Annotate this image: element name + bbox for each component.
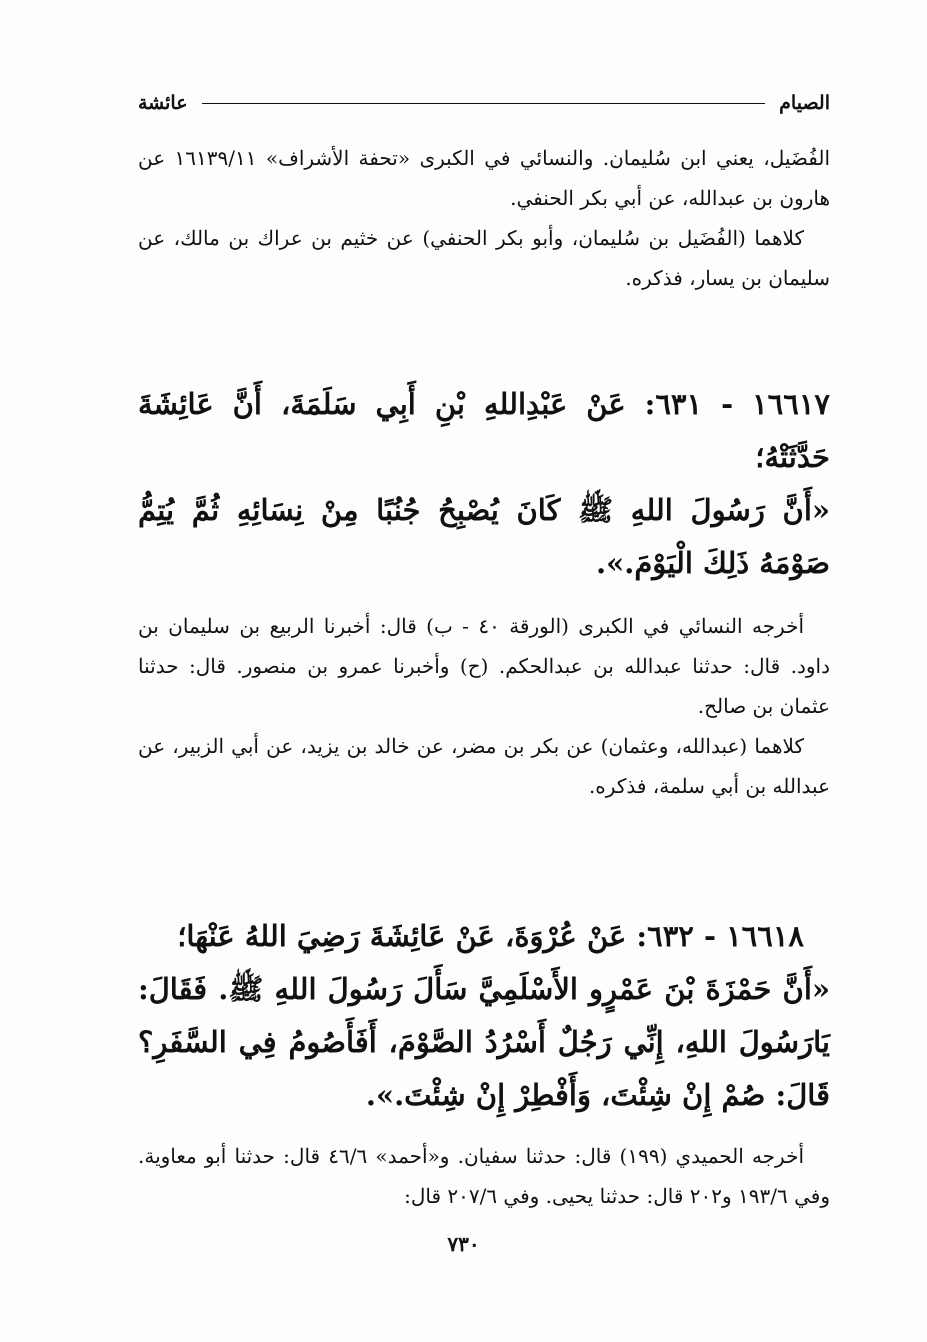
header-rule	[202, 103, 766, 104]
source-block-1	[138, 138, 830, 298]
source-block-3	[138, 1136, 830, 1216]
header-section-title: عائشة	[138, 92, 188, 114]
source-paragraph: أخرجه الحميدي (١٩٩) قال: حدثنا سفيان. و«أحمد» ٤٦/٦ قال: حدثنا أبو معاوية. وفي ١٩٣/٦ و٢٠٢ قال: حدثنا يحيى. وفي ٢٠٧/٦ قال:	[138, 1144, 830, 1208]
running-header	[138, 88, 830, 118]
hadith-isnad: ١٦٦١٨ - ٦٣٢: عَنْ عُرْوَةَ، عَنْ عَائِشَةَ رَضِيَ اللهُ عَنْهَا؛	[177, 919, 804, 953]
source-paragraph: كلاهما (عبدالله، وعثمان) عن بكر بن مضر، عن خالد بن يزيد، عن أبي الزبير، عن عبدالله بن أبي سلمة، فذكره.	[138, 734, 830, 798]
hadith-matn: «أَنَّ رَسُولَ اللهِ ﷺ كَانَ يُصْبِحُ جُنُبًا مِنْ نِسَائِهِ ثُمَّ يُتِمُّ صَوْمَهُ ذَلِكَ الْيَوْمَ.».	[138, 493, 830, 580]
source-paragraph: أخرجه النسائي في الكبرى (الورقة ٤٠ - ب) قال: أخبرنا الربيع بن سليمان بن داود. قال: حدثنا عبدالله بن عبدالحكم. (ح) وأخبرنا عمرو بن منصور. قال: حدثنا عثمان بن صالح.	[138, 614, 830, 718]
hadith-matn: «أَنَّ حَمْزَةَ بْنَ عَمْرٍو الأَسْلَمِيَّ سَأَلَ رَسُولَ اللهِ ﷺ. فَقَالَ: يَارَسُولَ اللهِ، إِنِّي رَجُلٌ أَسْرُدُ الصَّوْمَ، أَفَأَصُومُ فِي السَّفَرِ؟ قَالَ: صُمْ إِنْ شِئْتَ، وَأَفْطِرْ إِنْ شِئْتَ.».	[138, 972, 830, 1112]
header-chapter-title: الصيام	[779, 92, 830, 114]
hadith-1632	[138, 910, 830, 1122]
source-paragraph: الفُضَيل، يعني ابن سُليمان. والنسائي في الكبرى «تحفة الأشراف» ١٦١٣٩/١١ عن هارون بن عبدالله، عن أبي بكر الحنفي.	[138, 146, 831, 210]
hadith-1631	[138, 378, 830, 590]
page-number: ٧٣٠	[447, 1232, 480, 1256]
source-paragraph: كلاهما (الفُضَيل بن سُليمان، وأبو بكر الحنفي) عن خثيم بن عراك بن مالك، عن سليمان بن يسار، فذكره.	[138, 226, 830, 290]
hadith-isnad: ١٦٦١٧ - ٦٣١: عَنْ عَبْدِاللهِ بْنِ أَبِي سَلَمَةَ، أَنَّ عَائِشَةَ حَدَّثَتْهُ؛	[138, 387, 830, 474]
source-block-2	[138, 606, 830, 806]
